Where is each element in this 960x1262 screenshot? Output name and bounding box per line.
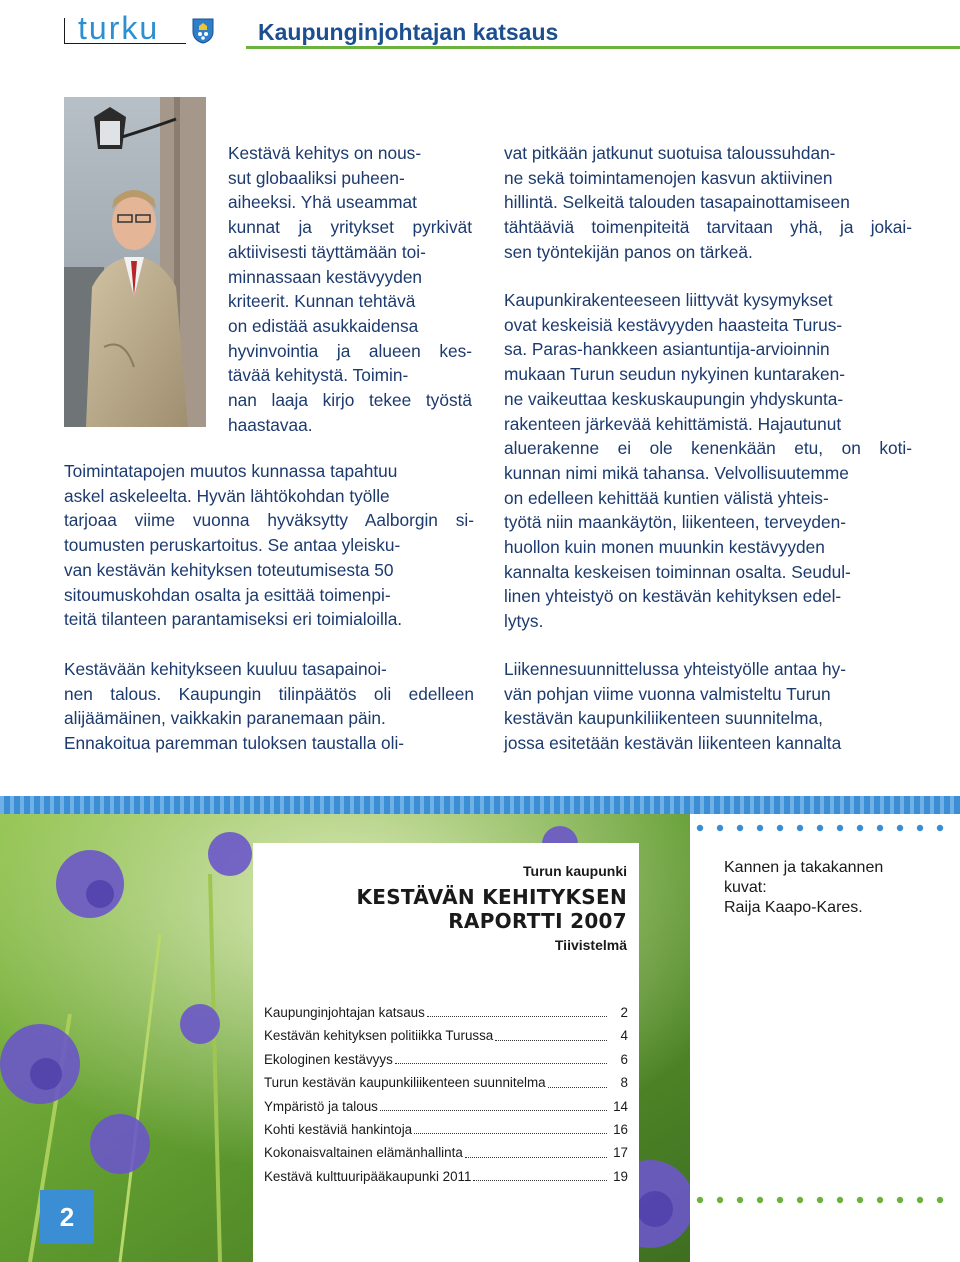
text-line: kannalta keskeisen toiminnan osalta. Seudul- bbox=[504, 561, 851, 582]
toc-leader bbox=[395, 1048, 607, 1064]
text-line: tähtääviä toimenpiteitä tarvitaan yhä, ja jokai- bbox=[504, 217, 912, 238]
toc-row bbox=[264, 1165, 628, 1188]
text-line: työtä niin maankäytön, liikenteen, terveyden- bbox=[504, 512, 846, 533]
paragraph-3 bbox=[64, 657, 474, 756]
text-line: on edistää asukkaidensa bbox=[228, 315, 419, 336]
credit-line: Raija Kaapo-Kares. bbox=[724, 899, 863, 916]
decorative-dots-top bbox=[690, 822, 960, 834]
text-line: sut globaaliksi puheen- bbox=[228, 167, 405, 188]
text-line: sa. Paras-hankkeen asiantuntija-arvioinnin bbox=[504, 339, 830, 360]
toc-page: 17 bbox=[613, 1145, 628, 1161]
toc-leader bbox=[427, 1001, 607, 1017]
toc-row bbox=[264, 1095, 628, 1118]
report-cover-box bbox=[253, 843, 639, 1262]
city-crest-icon bbox=[192, 18, 214, 44]
toc-page: 8 bbox=[620, 1075, 628, 1091]
toc-row bbox=[264, 1001, 628, 1024]
intro-paragraph bbox=[228, 141, 472, 437]
page-number: 2 bbox=[40, 1190, 94, 1244]
report-tag: Tiivistelmä bbox=[554, 937, 627, 953]
text-line: mukaan Turun seudun nykyinen kuntaraken- bbox=[504, 364, 846, 385]
text-line: tävää kehitystä. Toimin- bbox=[228, 365, 409, 386]
text-line: Kestävään kehitykseen kuuluu tasapainoi- bbox=[64, 659, 387, 679]
text-line: minnassaan kestävyyden bbox=[228, 266, 423, 287]
table-of-contents bbox=[264, 1001, 628, 1188]
credit-line: Kannen ja takakannen bbox=[724, 859, 884, 876]
text-line: kunnat ja yritykset pyrkivät bbox=[228, 217, 472, 238]
text-line: lytys. bbox=[504, 611, 544, 632]
report-title-line: RAPORTTI 2007 bbox=[448, 909, 627, 933]
right-paragraph-3 bbox=[504, 657, 912, 756]
turku-logo: turku bbox=[78, 10, 160, 46]
text-line: nen talous. Kaupungin tilinpäätös oli edelleen bbox=[64, 683, 474, 704]
toc-row bbox=[264, 1024, 628, 1047]
credit-line: kuvat: bbox=[724, 879, 767, 896]
text-line: askel askeleelta. Hyvän lähtökohdan työlle bbox=[64, 485, 390, 506]
report-title bbox=[356, 885, 627, 933]
toc-title: Kokonaisvaltainen elämänhallinta bbox=[264, 1145, 463, 1161]
report-subtitle: Turun kaupunki bbox=[523, 863, 627, 879]
report-title-line: KESTÄVÄN KEHITYKSEN bbox=[356, 885, 627, 909]
text-line: rakenteen järkevää kehittämistä. Hajautunut bbox=[504, 413, 842, 434]
text-line: aiheeksi. Yhä useammat bbox=[228, 192, 417, 213]
page-title: Kaupunginjohtajan katsaus bbox=[258, 19, 559, 45]
text-line: vän pohjan viime vuonna valmisteltu Turun bbox=[504, 683, 831, 704]
toc-page: 19 bbox=[613, 1168, 628, 1184]
text-line: tarjoaa viime vuonna hyväksytty Aalborgin si- bbox=[64, 510, 474, 531]
text-line: Kestävä kehitys on nous- bbox=[228, 143, 422, 163]
toc-title: Kaupunginjohtajan katsaus bbox=[264, 1005, 425, 1020]
toc-title: Kestävän kehityksen politiikka Turussa bbox=[264, 1028, 494, 1044]
text-line: hillintä. Selkeitä talouden tasapainottamiseen bbox=[504, 192, 850, 213]
text-line: alijäämäinen, vaikkakin paranemaan päin. bbox=[64, 708, 386, 729]
toc-page: 4 bbox=[620, 1028, 628, 1044]
toc-page: 16 bbox=[613, 1122, 628, 1138]
toc-row bbox=[264, 1118, 628, 1141]
right-paragraph-2 bbox=[504, 288, 912, 634]
text-line: kriteerit. Kunnan tehtävä bbox=[228, 291, 416, 312]
toc-title: Turun kestävän kaupunkiliikenteen suunnitelma bbox=[264, 1075, 546, 1091]
toc-row bbox=[264, 1141, 628, 1164]
toc-leader bbox=[495, 1024, 607, 1040]
text-line: kestävän kaupunkiliikenteen suunnitelma, bbox=[504, 708, 823, 729]
text-line: toumusten peruskartoitus. Se antaa yleisku- bbox=[64, 535, 401, 556]
toc-row bbox=[264, 1048, 628, 1071]
decorative-dots-bottom bbox=[690, 1194, 960, 1206]
text-line: Kaupunkirakenteeseen liittyvät kysymykset bbox=[504, 290, 833, 310]
text-line: on edelleen kehittää kuntien välistä yhteis- bbox=[504, 487, 829, 508]
text-line: linen yhteistyö on kestävän kehityksen edel- bbox=[504, 586, 842, 607]
mayor-photo bbox=[64, 97, 206, 427]
toc-leader bbox=[380, 1095, 607, 1111]
text-line: vat pitkään jatkunut suotuisa taloussuhdan- bbox=[504, 143, 836, 163]
toc-title: Ekologinen kestävyys bbox=[264, 1051, 393, 1067]
text-line: jossa esitetään kestävän liikenteen kannalta bbox=[504, 733, 842, 754]
text-line: Liikennesuunnittelussa yhteistyölle antaa hy- bbox=[504, 659, 846, 679]
text-line: sen työntekijän panos on tärkeä. bbox=[504, 241, 753, 262]
text-line: hyvinvointia ja alueen kes- bbox=[228, 340, 472, 361]
toc-row bbox=[264, 1071, 628, 1094]
text-line: aktiivisesti täyttämään toi- bbox=[228, 241, 426, 262]
text-line: Ennakoitua paremman tuloksen taustalla oli- bbox=[64, 733, 405, 754]
header-rule bbox=[246, 46, 960, 49]
text-line: van kestävän kehityksen toteutumisesta 50 bbox=[64, 559, 394, 580]
toc-title: Kestävä kulttuuripääkaupunki 2011 bbox=[264, 1168, 472, 1184]
text-line: Toimintatapojen muutos kunnassa tapahtuu bbox=[64, 461, 398, 481]
text-line: ne vaikeuttaa keskuskaupungin yhdyskunta- bbox=[504, 388, 844, 409]
text-line: huollon kuin monen muunkin kestävyyden bbox=[504, 537, 825, 558]
text-line: teitä tilanteen parantamiseksi eri toimialoilla. bbox=[64, 609, 403, 630]
toc-leader bbox=[548, 1071, 607, 1087]
toc-title: Kohti kestäviä hankintoja bbox=[264, 1122, 413, 1138]
photo-credit bbox=[724, 858, 883, 918]
toc-page: 6 bbox=[620, 1051, 628, 1067]
text-line: nan laaja kirjo tekee työstä bbox=[228, 390, 472, 411]
text-line: ovat keskeisiä kestävyyden haasteita Turus- bbox=[504, 314, 843, 335]
toc-leader bbox=[473, 1165, 607, 1181]
text-line: sitoumuskohdan osalta ja esittää toimenpi- bbox=[64, 584, 391, 605]
toc-page: 14 bbox=[613, 1098, 628, 1114]
toc-page: 2 bbox=[620, 1005, 628, 1020]
toc-title: Ympäristö ja talous bbox=[264, 1098, 378, 1114]
toc-leader bbox=[465, 1141, 607, 1157]
text-line: ne sekä toimintamenojen kasvun aktiivinen bbox=[504, 167, 833, 188]
text-line: aluerakenne ei ole kenenkään etu, on koti- bbox=[504, 438, 912, 459]
text-line: haastavaa. bbox=[228, 414, 313, 435]
decorative-stripe-band bbox=[0, 796, 960, 814]
text-line: kunnan nimi mikä tahansa. Velvollisuutemme bbox=[504, 462, 849, 483]
toc-leader bbox=[414, 1118, 607, 1134]
paragraph-2 bbox=[64, 459, 474, 632]
right-paragraph-1 bbox=[504, 141, 912, 265]
